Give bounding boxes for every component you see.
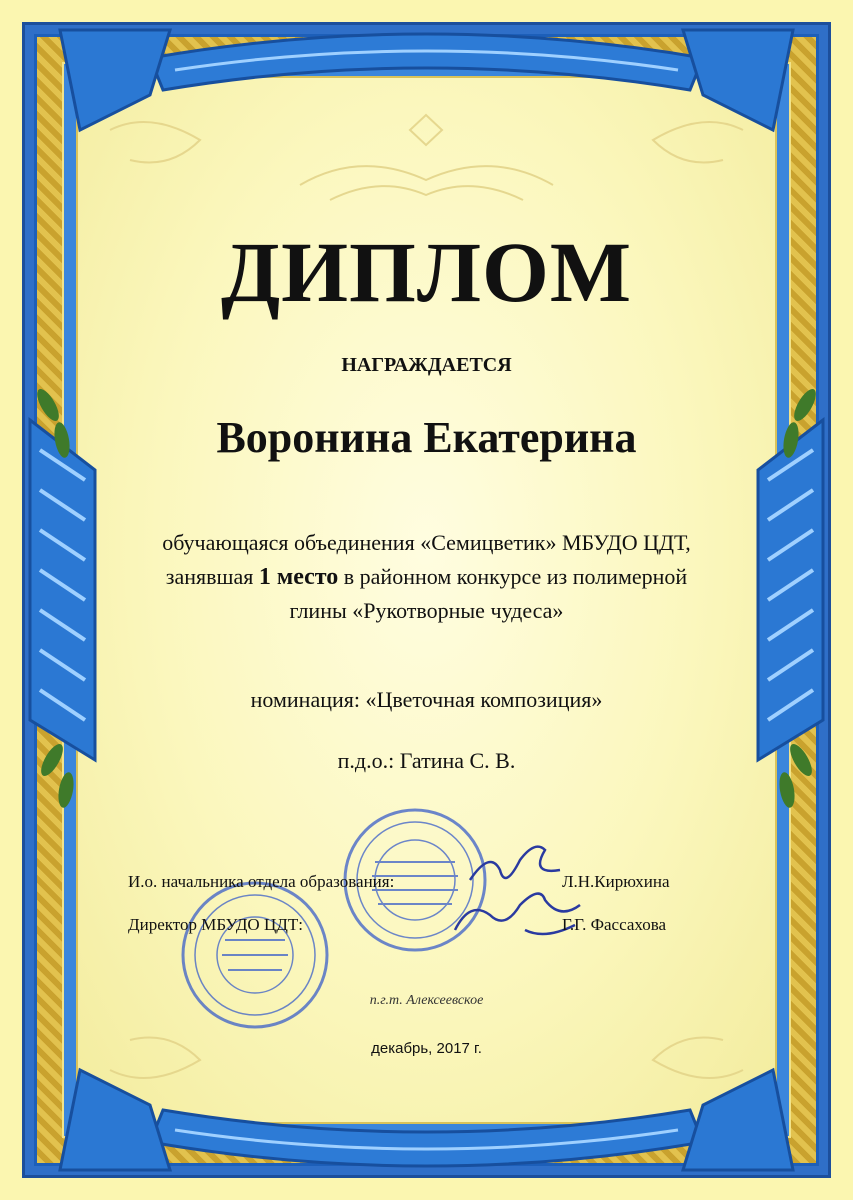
signature-role-2: Директор МБУДО ЦДТ: <box>128 915 303 934</box>
bottom-ribbon <box>60 1070 793 1170</box>
description-line-2 <box>0 560 853 594</box>
diploma-title: ДИПЛОМ <box>220 224 633 320</box>
awarded-label: НАГРАЖДАЕТСЯ <box>341 354 512 376</box>
place-name: п.г.т. Алексеевское <box>369 993 484 1008</box>
nomination-text: номинация: «Цветочная композиция» <box>250 687 603 712</box>
issue-date: декабрь, 2017 г. <box>371 1040 482 1057</box>
recipient-name: Воронина Екатерина <box>216 413 637 462</box>
description-line-2-end: в районном конкурсе из полимерной <box>343 564 688 589</box>
teacher-text: п.д.о.: Гатина С. В. <box>337 748 516 773</box>
top-flourish-ornament <box>110 115 743 200</box>
award-description <box>0 526 853 628</box>
description-line-1: обучающаяся объединения «Семицветик» МБУДО ЦДТ, <box>162 530 691 555</box>
place-highlight: 1 место <box>258 564 339 590</box>
description-line-2-start: занявшая <box>165 564 254 589</box>
signature-name-1: Л.Н.Кирюхина <box>562 872 670 891</box>
signature-role-1: И.о. начальника отдела образования: <box>128 872 395 891</box>
signature-name-2: Г.Г. Фассахова <box>562 915 667 934</box>
description-line-3: глины «Рукотворные чудеса» <box>289 598 564 623</box>
